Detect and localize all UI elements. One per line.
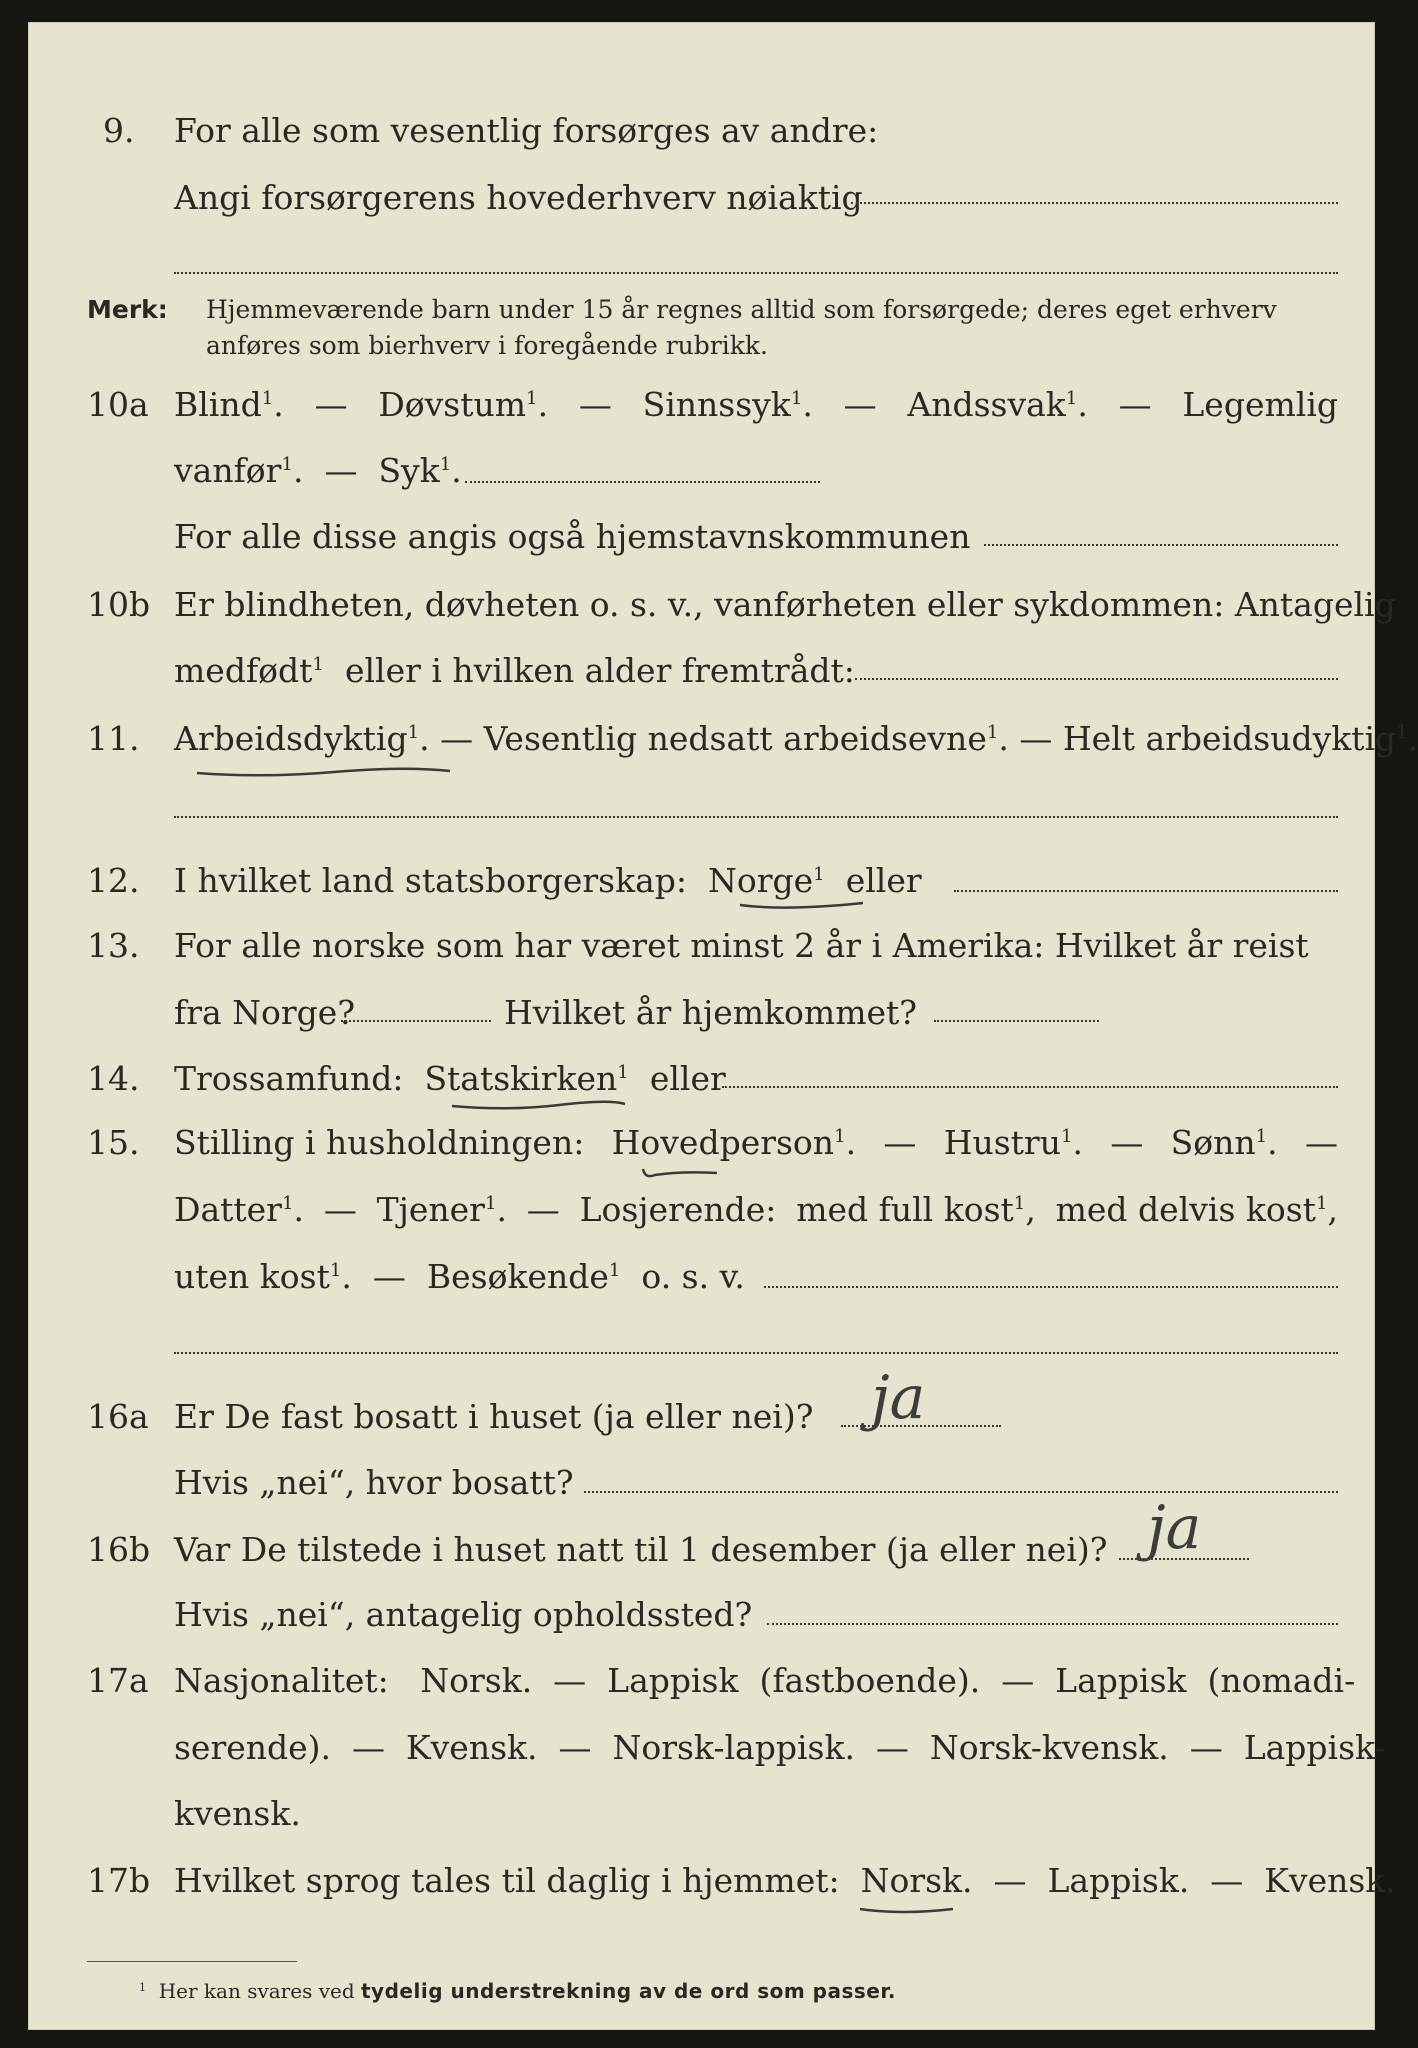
option-sonn[interactable]: Sønn [1170,1123,1256,1162]
item-17a-number: 17a [87,1661,149,1700]
item-13-line2a: fra Norge? [174,993,356,1032]
item-15-line3: uten kost$^1$. — Besøkende$^1$ o. s. v. [174,1257,745,1296]
item-14-answer-line[interactable] [722,1086,1338,1088]
handwritten-underline-norge [737,897,867,917]
option-hustru[interactable]: Hustru [943,1123,1061,1162]
item-17a-line3: kvensk. [174,1794,301,1833]
merk-label: Merk: [87,295,168,324]
option-arbeidsdyktig[interactable]: Arbeidsdyktig [174,719,408,758]
item-9-answer-line-2[interactable] [174,272,1338,274]
option-full-kost[interactable]: med full kost [796,1190,1014,1229]
option-vanfor[interactable]: vanfør [174,451,282,490]
item-13-line1: For alle norske som har været minst 2 år i Amerika: Hvilket år reist [174,926,1309,965]
item-16b-opholdssted-answer-line[interactable] [767,1623,1338,1625]
item-11-options: Arbeidsdyktig$^1$. — Vesentlig nedsatt arbeidsevne$^1$. — Helt arbeidsudyktig$^1$. [174,719,1418,758]
option-tjener[interactable]: Tjener [376,1190,485,1229]
item-9-number: 9. [103,111,135,150]
item-14-number: 14. [87,1059,140,1098]
item-9-line1: For alle som vesentlig forsørges av andre: [174,111,879,150]
footnote-rule [87,1961,297,1962]
option-sinnssyk[interactable]: Sinnssyk [642,385,791,424]
option-statskirken[interactable]: Statskirken [424,1059,618,1098]
handwritten-underline-statskirken [449,1096,629,1116]
item-10b-number: 10b [87,585,151,624]
item-16a-line1: Er De fast bosatt i huset (ja eller nei)? [174,1397,814,1436]
option-nedsatt-arbeidsevne[interactable]: Vesentlig nedsatt arbeidsevne [483,719,987,758]
item-10a-hjemstavn-answer-line[interactable] [984,544,1338,546]
item-12-number: 12. [87,861,140,900]
handwritten-mark-hovedperson [641,1161,721,1183]
census-form-page [28,22,1418,2030]
item-17a-line2: serende). — Kvensk. — Norsk-lappisk. — Norsk-kvensk. — Lappisk- [174,1728,1386,1767]
merk-line2: anføres som bierhverv i foregående rubrikk. [206,331,768,360]
item-12-answer-line[interactable] [954,890,1338,892]
option-delvis-kost[interactable]: med delvis kost [1055,1190,1316,1229]
handwritten-underline-norsk [857,1901,957,1921]
option-dovstum[interactable]: Døvstum [378,385,527,424]
item-13-hjemkommet-answer-line[interactable] [934,1020,1099,1022]
item-10a-line2: vanfør$^1$. — Syk$^1$. [174,451,462,490]
item-11-number: 11. [87,719,140,758]
merk-line1: Hjemmeværende barn under 15 år regnes alltid som forsørgede; deres eget erhverv [206,295,1277,324]
item-10b-answer-line[interactable] [855,678,1338,680]
option-norge[interactable]: Norge [708,861,814,900]
option-datter[interactable]: Datter [174,1190,282,1229]
item-17b-line1: Hvilket sprog tales til daglig i hjemmet: Norsk. — Lappisk. — Kvensk. [174,1861,1396,1900]
handwritten-underline-arbeidsdyktig [194,761,454,781]
item-10b-line1: Er blindheten, døvheten o. s. v., vanførheten eller sykdommen: Antagelig [174,585,1396,624]
item-17b-number: 17b [87,1861,151,1900]
option-syk[interactable]: Syk [378,451,440,490]
item-10a-number: 10a [87,385,149,424]
item-16a-bosatt-answer-line[interactable] [584,1491,1338,1493]
option-uten-kost[interactable]: uten kost [174,1257,330,1296]
item-9-answer-line[interactable] [851,202,1338,204]
option-besokende[interactable]: Besøkende [426,1257,609,1296]
item-15-number: 15. [87,1123,140,1162]
item-15-answer-line-2[interactable] [174,1352,1338,1354]
item-12-text: I hvilket land statsborgerskap: Norge$^1$ eller [174,861,922,900]
item-15-line1: Stilling i husholdningen: Hovedperson$^1$. — Hustru$^1$. — Sønn$^1$. — [174,1123,1338,1162]
item-16a-number: 16a [87,1397,149,1436]
option-hovedperson[interactable]: Hovedperson [611,1123,835,1162]
item-16b-line1: Var De tilstede i huset natt til 1 desember (ja eller nei)? [174,1530,1108,1569]
item-10a-options: Blind$^1$. — Døvstum$^1$. — Sinnssyk$^1$. — Andssvak$^1$. — Legemlig [174,385,1338,424]
item-13-reist-answer-line[interactable] [341,1020,491,1022]
item-11-answer-line[interactable] [174,816,1338,818]
item-16b-handwritten-answer: ja [1147,1493,1202,1563]
item-10a-syk-answer-line[interactable] [465,481,820,483]
option-andssvak[interactable]: Andssvak [907,385,1066,424]
item-10b-line2: medfødt$^1$ eller i hvilken alder fremtrådt: [174,651,855,690]
option-legemlig[interactable]: Legemlig [1182,385,1338,424]
item-10a-line3: For alle disse angis også hjemstavnskommunen [174,517,971,556]
footnote: $^1$ Her kan svares ved tydelig understrekning av de ord som passer. [139,1979,896,2003]
item-16a-line2: Hvis „nei“, hvor bosatt? [174,1463,574,1502]
item-13-number: 13. [87,926,140,965]
item-16b-line2: Hvis „nei“, antagelig opholdssted? [174,1595,753,1634]
item-16a-handwritten-answer: ja [871,1363,926,1433]
item-15-line2: Datter$^1$. — Tjener$^1$. — Losjerende: med full kost$^1$, med delvis kost$^1$, [174,1190,1338,1229]
option-blind[interactable]: Blind [174,385,262,424]
item-14-text: Trossamfund: Statskirken$^1$ eller [174,1059,726,1098]
option-arbeidsudyktig[interactable]: Helt arbeidsudyktig [1062,719,1397,758]
item-17a-line1: Nasjonalitet: Norsk. — Lappisk (fastboende). — Lappisk (nomadi- [174,1661,1356,1700]
item-13-line2b: Hvilket år hjemkommet? [504,993,917,1032]
item-16b-number: 16b [87,1530,151,1569]
item-9-line2: Angi forsørgerens hovederhverv nøiaktig [174,178,863,217]
item-15-answer-line[interactable] [764,1286,1338,1288]
